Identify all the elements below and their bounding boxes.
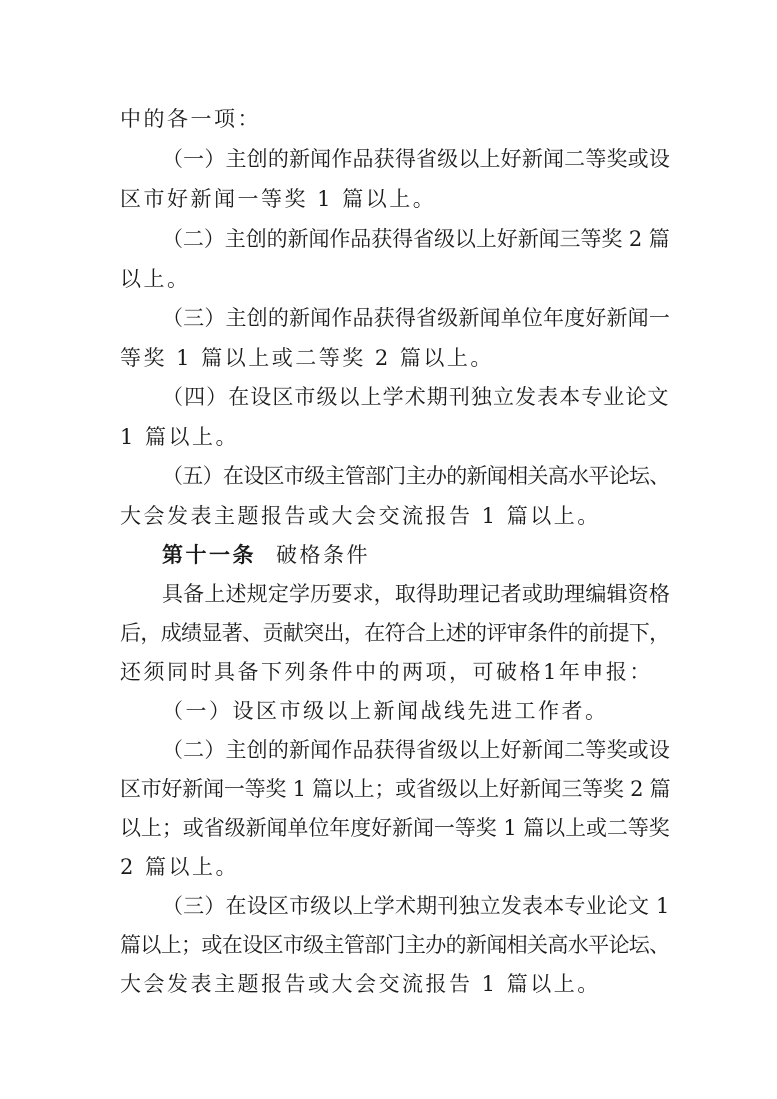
article-title: 破格条件 [276,543,370,567]
paragraph-line-3: 还须同时具备下列条件中的两项，可破格1年申报： [120,660,653,684]
paragraph-line-1: 具备上述规定学历要求，取得助理记者或助理编辑资格 [162,582,670,606]
sub-item-3-line-2: 篇以上；或在设区市级主管部门主办的新闻相关高水平论坛、 [120,933,670,957]
sub-item-2-line-4: 2 篇以上。 [120,855,240,879]
sub-item-3-line-1: （三）在设区市级以上学术期刊独立发表本专业论文 1 [162,894,670,918]
item-5-line-1: （五）在设区市级主管部门主办的新闻相关高水平论坛、 [162,464,670,488]
paragraph-line-2: 后，成绩显著、贡献突出，在符合上述的评审条件的前提下， [120,621,670,645]
item-1-line-2: 区市好新闻一等奖 1 篇以上。 [120,187,437,211]
text-line: 中的各一项： [120,107,261,131]
item-2-line-1: （二）主创的新闻作品获得省级以上好新闻三等奖 2 篇 [162,227,670,251]
item-1-line-1: （一）主创的新闻作品获得省级以上好新闻二等奖或设 [162,147,670,171]
item-3-line-2: 等奖 1 篇以上或二等奖 2 篇以上。 [120,346,494,370]
article-heading [162,535,370,575]
item-4-line-1: （四）在设区市级以上学术期刊独立发表本专业论文 [162,385,670,409]
item-2-line-2: 以上。 [120,267,191,291]
item-5-line-2: 大会发表主题报告或大会交流报告 1 篇以上。 [120,504,601,528]
sub-item-2-line-1: （二）主创的新闻作品获得省级以上好新闻二等奖或设 [162,738,670,762]
sub-item-3-line-3: 大会发表主题报告或大会交流报告 1 篇以上。 [120,972,601,996]
sub-item-2-line-2: 区市好新闻一等奖 1 篇以上；或省级以上好新闻三等奖 2 篇 [120,777,671,801]
item-3-line-1: （三）主创的新闻作品获得省级新闻单位年度好新闻一 [162,306,670,330]
article-number: 第十一条 [162,542,256,567]
sub-item-1-line-1: （一）设区市级以上新闻战线先进工作者。 [162,699,609,723]
sub-item-2-line-3: 以上；或省级新闻单位年度好新闻一等奖 1 篇以上或二等奖 [120,816,670,840]
item-4-line-2: 1 篇以上。 [120,425,240,449]
